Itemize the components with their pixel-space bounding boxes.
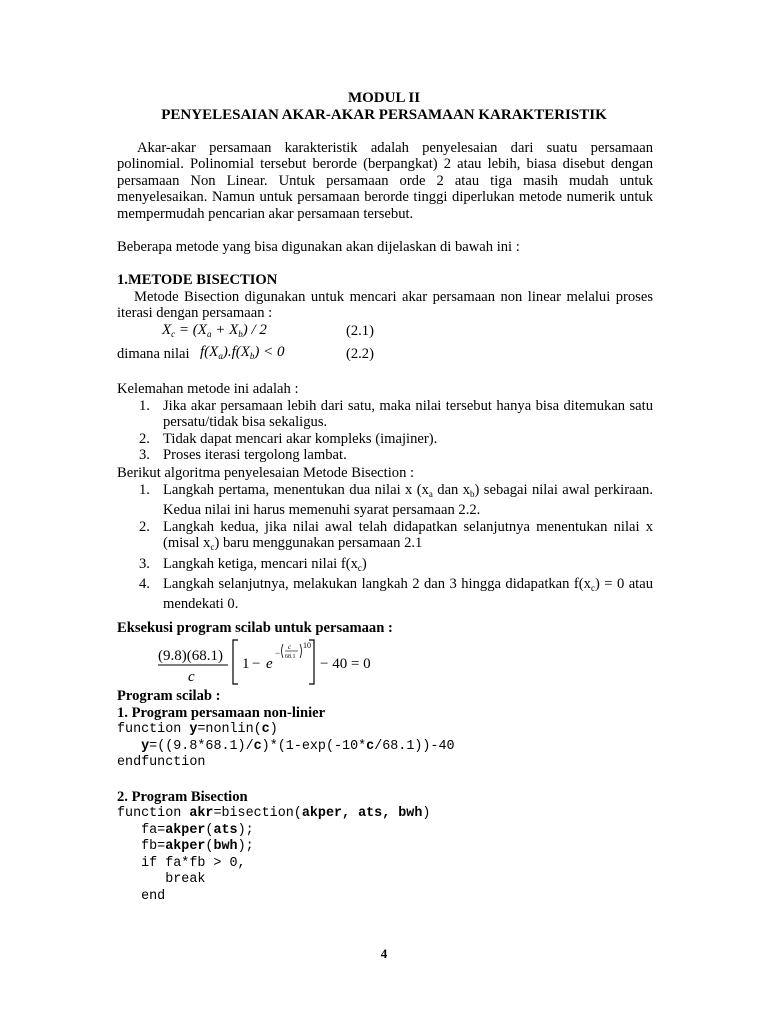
list-item: 2. Tidak dapat mencari akar kompleks (imajiner). — [139, 430, 438, 447]
page-title: PENYELESAIAN AKAR-AKAR PERSAMAAN KARAKTERISTIK — [161, 107, 607, 123]
svg-text:(9.8)(68.1): (9.8)(68.1) — [158, 648, 223, 664]
equation-2-2-number: (2.2) — [346, 346, 374, 362]
list-item: 3. Proses iterasi tergolong lambat. — [139, 447, 347, 464]
svg-text:−: − — [275, 648, 281, 658]
svg-text:−: − — [252, 656, 261, 672]
svg-text:c: c — [288, 643, 292, 651]
equation-2-1: $X_c = (X_a + X_b) / 2$ — [162, 322, 267, 339]
bisection-description: Metode Bisection digunakan untuk mencari akar persamaan non linear melalui proses iterasi dengan persamaan : — [117, 289, 653, 322]
program-heading: Program scilab : — [117, 688, 221, 704]
weakness-list — [139, 398, 653, 464]
list-item: 1. Langkah pertama, menentukan dua nilai x ($x_a$ dan $x_b$) sebagai nilai awal perkiraan. Kedua nilai ini harus memenuhi syarat persamaan 2.2. — [139, 482, 653, 519]
modul-label: MODUL II — [347, 90, 421, 106]
exec-heading: Eksekusi program scilab untuk persamaan : — [117, 620, 393, 636]
svg-text:68.1: 68.1 — [285, 654, 296, 660]
program-2-heading: 2. Program Bisection — [117, 789, 248, 805]
svg-text:− 40 = 0: − 40 = 0 — [320, 656, 371, 672]
list-item: 1. Jika akar persamaan lebih dari satu, maka nilai tersebut hanya bisa ditemukan satu persatu/tidak bisa sekaligus. — [139, 398, 653, 431]
nonlinear-equation — [156, 636, 386, 688]
page-number: 4 — [380, 946, 388, 961]
intro-paragraph: Akar-akar persamaan karakteristik adalah penyelesaian dari suatu persamaan polinomial. Polinomial tersebut berorde (berpangkat) 2 atau lebih, biasa disebut dengan persamaan Non Linear. Untuk persamaan orde 2 atau tiga masih mudah untuk menyelesaikan. Namun untuk persamaan berorde tinggi diperlukan metode numerik untuk mempermudah pencarian akar persamaan tersebut. — [117, 140, 653, 222]
methods-intro: Beberapa metode yang bisa digunakan akan dijelaskan di bawah ini : — [117, 239, 520, 255]
weakness-title: Kelemahan metode ini adalah : — [117, 381, 299, 397]
list-item: 4. Langkah selanjutnya, melakukan langkah 2 dan 3 hingga didapatkan $f(x_c) = 0$ atau mendekati 0. — [139, 576, 654, 613]
svg-text:c: c — [188, 669, 195, 685]
equation-2-2-prefix: dimana nilai — [117, 346, 190, 362]
svg-text:e: e — [266, 656, 273, 672]
svg-text:10: 10 — [303, 641, 311, 650]
algorithm-title: Berikut algoritma penyelesaian Metode Bisection : — [117, 465, 415, 481]
list-item: 3. Langkah ketiga, mencari nilai $f(x_c)$ — [139, 555, 367, 573]
equation-2-2: $f(X_a).f(X_b) < 0$ — [200, 344, 285, 361]
code-block-nonlin: function y=nonlin(c) y=((9.8*68.1)/c)*(1-exp(-10*c/68.1))-40 endfunction — [117, 722, 455, 770]
program-1-heading: 1. Program persamaan non-linier — [117, 705, 326, 721]
code-block-bisection: function akr=bisection(akper, ats, bwh) fa=akper(ats); fb=akper(bwh); if fa*fb > 0, break end — [117, 806, 431, 904]
list-item: 2. Langkah kedua, jika nilai awal telah didapatkan selanjutnya menentukan nilai x (misal $x_c$) baru menggunakan persamaan 2.1 — [139, 518, 653, 553]
bisection-heading: 1.METODE BISECTION — [117, 272, 278, 288]
algorithm-list — [139, 482, 653, 613]
svg-text:1: 1 — [242, 656, 250, 672]
equation-2-1-number: (2.1) — [346, 323, 374, 339]
